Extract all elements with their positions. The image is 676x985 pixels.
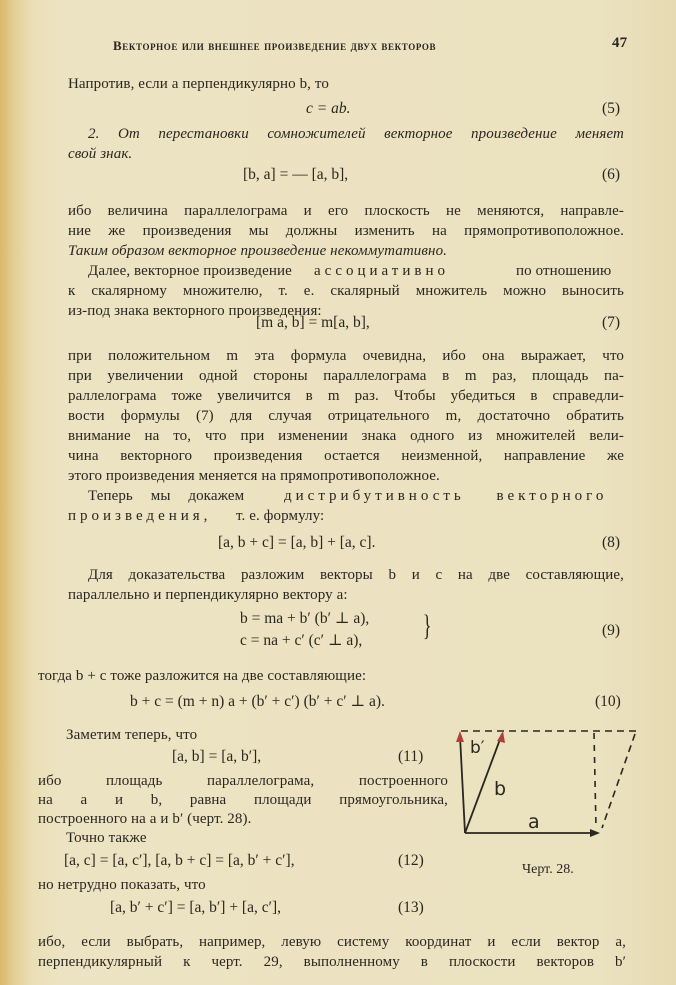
text-line: внимание на то, что при изменении знака одного из множителей вели-: [68, 428, 624, 444]
text-line: чина векторного произведения остается неизменной, направление же: [68, 448, 624, 464]
text-line: перпендикулярный к черт. 29, выполненному в плоскости векторов b′: [38, 954, 626, 970]
text-line: по отношению: [516, 263, 612, 279]
spaced-term-distributive: дистрибутивность векторного: [284, 488, 608, 504]
equation-number-7: (7): [602, 314, 621, 331]
text-line: ибо площадь параллелограма, построенного: [38, 773, 448, 789]
text-line: Далее, векторное произведение: [88, 263, 292, 279]
right-brace: }: [422, 609, 432, 642]
text-line: на a и b, равна площади прямоугольника,: [38, 792, 448, 808]
spaced-term-product: произведения,: [68, 508, 212, 524]
page-number: 47: [612, 35, 628, 51]
equation-6: [b, a] = — [a, b],: [243, 166, 349, 183]
running-title: Векторное или внешнее произведение двух векторов: [113, 38, 437, 53]
equation-number-5: (5): [602, 100, 621, 117]
text-line: этого произведения меняется на прямопротивоположное.: [68, 468, 440, 484]
text-line: т. е. формулу:: [236, 508, 325, 524]
text-line: вости формулы (7) для случая отрицательного m, достаточно обратить: [68, 408, 624, 424]
spaced-term-associative: ассоциативно: [314, 263, 449, 279]
text-line: Заметим теперь, что: [66, 727, 198, 743]
equation-5: c = ab.: [306, 100, 351, 117]
equation-number-11: (11): [398, 748, 424, 765]
italic-statement-cont: свой знак.: [68, 146, 133, 162]
equation-number-13: (13): [398, 899, 424, 916]
text-line: ибо, если выбрать, например, левую систему координат и если вектор a,: [38, 934, 626, 950]
text-line: тогда b + c тоже разложится на две составляющие:: [38, 668, 367, 684]
equation-11: [a, b] = [a, b′],: [172, 748, 262, 765]
figure-caption: Черт. 28.: [522, 862, 574, 877]
text-line: ние же произведения мы должны изменить на прямопротивоположное.: [68, 223, 624, 239]
text-line: Теперь мы докажем: [88, 488, 245, 504]
text-line: построенного на a и b′ (черт. 28).: [38, 811, 252, 827]
text-line: к скалярному множителю, т. е. скалярный множитель можно выносить: [68, 283, 624, 299]
italic-statement: 2. От перестановки сомножителей векторное произведение меняет: [88, 126, 624, 142]
text-line: ибо величина параллелограма и его плоскость не меняются, направле-: [68, 203, 624, 219]
equation-number-6: (6): [602, 166, 621, 183]
text-line: при увеличении одной стороны параллелограма в m раз, площадь па-: [68, 368, 624, 384]
equation-8: [a, b + c] = [a, b] + [a, c].: [218, 534, 376, 551]
text-line: при положительном m эта формула очевидна, ибо она выражает, что: [68, 348, 624, 364]
equation-number-8: (8): [602, 534, 621, 551]
text-line: параллельно и перпендикулярно вектору a:: [68, 587, 348, 603]
text-line: Для доказательства разложим векторы b и c на две составляющие,: [88, 567, 624, 583]
text-line: из-под знака векторного произведения:: [68, 303, 322, 319]
text-line: но нетрудно показать, что: [38, 877, 206, 893]
label-b-prime: b′: [470, 738, 485, 758]
equation-number-12: (12): [398, 852, 424, 869]
equation-9a: b = ma + b′ (b′ ⊥ a),: [240, 610, 370, 627]
equation-number-10: (10): [595, 693, 621, 710]
equation-10: b + c = (m + n) a + (b′ + c′) (b′ + c′ ⊥ a).: [130, 693, 385, 710]
text-line: Напротив, если a перпендикулярно b, то: [68, 76, 329, 92]
italic-conclusion: Таким образом векторное произведение некоммутативно.: [68, 243, 448, 259]
equation-12: [a, c] = [a, c′], [a, b + c] = [a, b′ + c′],: [64, 852, 295, 869]
equation-number-9: (9): [602, 622, 621, 639]
text-line: раллелограма тоже увеличится в m раз. Чтобы убедиться в справедли-: [68, 388, 624, 404]
equation-7: [m a, b] = m[a, b],: [256, 314, 370, 331]
equation-9b: c = na + c′ (c′ ⊥ a),: [240, 632, 363, 649]
label-a: a: [528, 811, 540, 833]
label-b: b: [494, 778, 507, 800]
equation-13: [a, b′ + c′] = [a, b′] + [a, c′],: [110, 899, 282, 916]
text-line: Точно также: [66, 830, 147, 846]
